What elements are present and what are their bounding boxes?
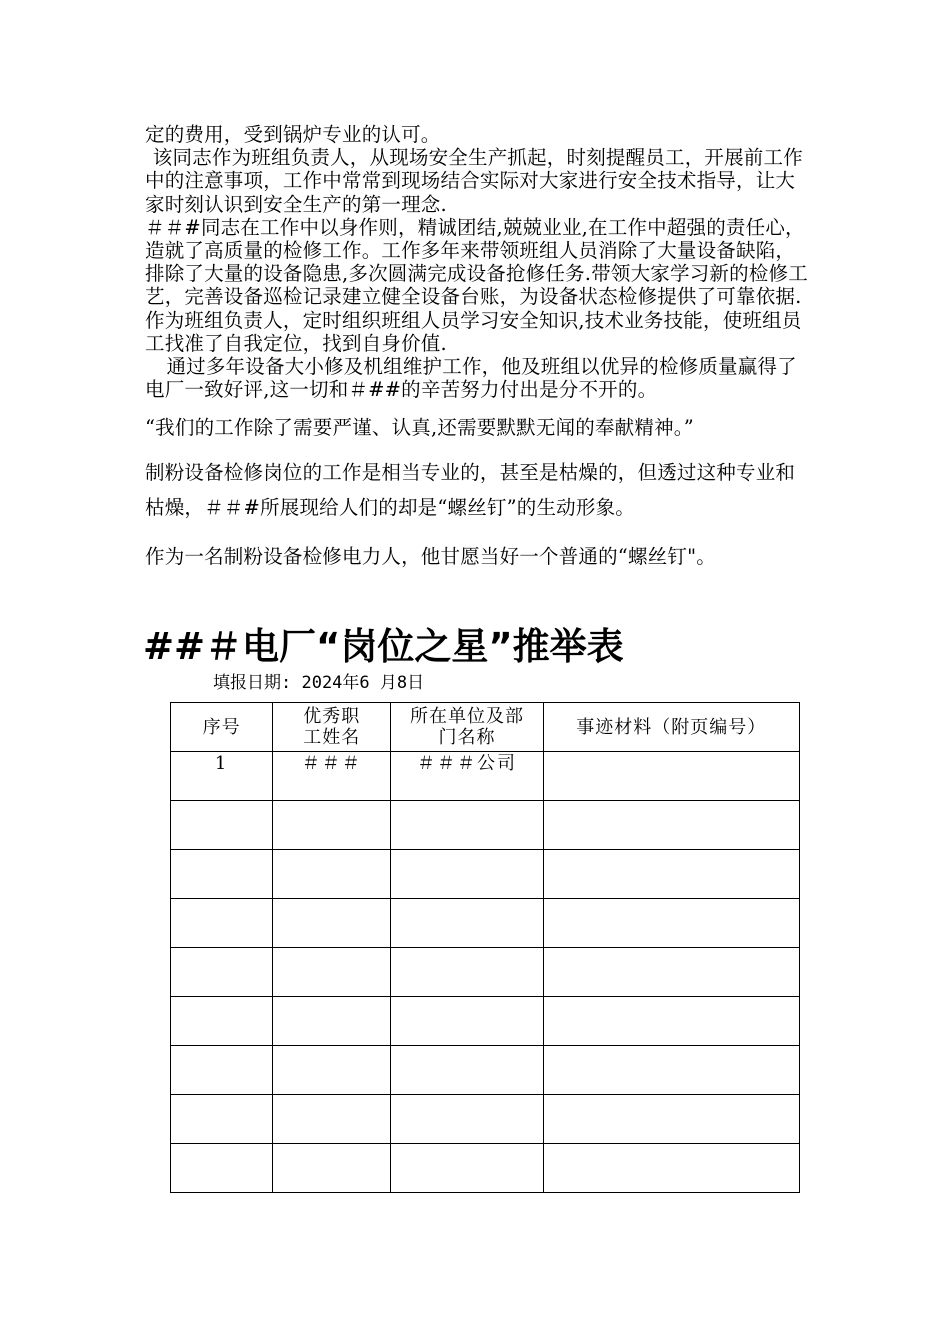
- paragraph: 定的费用，受到锅炉专业的认可。: [145, 123, 441, 146]
- table-row: [171, 1095, 800, 1144]
- cell-serial: [171, 1095, 273, 1144]
- cell-achievement-materials: [543, 899, 799, 948]
- cell-achievement-materials: [543, 850, 799, 899]
- cell-achievement-materials: [543, 1095, 799, 1144]
- cell-serial: [171, 948, 273, 997]
- cell-unit-department: [391, 1144, 543, 1193]
- cell-serial: [171, 997, 273, 1046]
- cell-achievement-materials: [543, 948, 799, 997]
- table-row: [171, 1144, 800, 1193]
- paragraph: ＃＃#同志在工作中以身作则，精诚团结,兢兢业业,在工作中超强的责任心，造就了高质量的检修工作。工作多年来带领班组人员消除了大量设备缺陷，排除了大量的设备隐患,多次圆满完成设备抢修任务.带领大家学习新的检修工艺，完善设备巡检记录建立健全设备台账，为设备状态检修提供了可靠依据.作为班组负责人，定时组织班组人员学习安全知识,技术业务技能，使班组员工找准了自我定位，找到自身价值.: [145, 215, 808, 355]
- paragraph: 该同志作为班组负责人，从现场安全生产抓起，时刻提醒员工，开展前工作中的注意事项，工作中常常到现场结合实际对大家进行安全技术指导，让大家时刻认识到安全生产的第一理念.: [145, 146, 803, 216]
- quote-paragraph: “我们的工作除了需要严谨、认真,还需要默默无闻的奉献精神。”: [145, 416, 694, 440]
- cell-serial: [171, 850, 273, 899]
- cell-employee-name: [273, 997, 391, 1046]
- table-row: [171, 850, 800, 899]
- table-body: [171, 752, 800, 1193]
- cell-achievement-materials: [543, 801, 799, 850]
- table-header-row: [171, 703, 800, 752]
- header-serial: 序号: [171, 703, 273, 752]
- cell-employee-name: [273, 1144, 391, 1193]
- nominee-table: [170, 702, 800, 1193]
- cell-serial: [171, 801, 273, 850]
- cell-achievement-materials: [543, 997, 799, 1046]
- cell-serial: [171, 1046, 273, 1095]
- cell-employee-name: [273, 801, 391, 850]
- table-row: [171, 801, 800, 850]
- header-unit-department: 所在单位及部门名称: [391, 703, 543, 752]
- cell-achievement-materials: [543, 1144, 799, 1193]
- cell-unit-department: [391, 997, 543, 1046]
- paragraph: 作为一名制粉设备检修电力人，他甘愿当好一个普通的“螺丝钉"。: [145, 545, 716, 569]
- table-row: [171, 948, 800, 997]
- cell-employee-name: [273, 850, 391, 899]
- paragraph: 通过多年设备大小修及机组维护工作，他及班组以优异的检修质量赢得了电厂一致好评,这一切和＃##的辛苦努力付出是分不开的。: [145, 355, 797, 402]
- header-achievement-materials: 事迹材料（附页编号）: [543, 703, 799, 752]
- cell-unit-department: [391, 850, 543, 899]
- cell-unit-department: ＃＃＃公司: [391, 752, 543, 801]
- form-title: ##＃电厂“岗位之星”推举表: [143, 625, 624, 668]
- header-employee-name: 优秀职工姓名: [273, 703, 391, 752]
- cell-serial: [171, 1144, 273, 1193]
- cell-employee-name: [273, 948, 391, 997]
- cell-unit-department: [391, 1046, 543, 1095]
- fill-date: 填报日期: 2024年6 月8日: [213, 673, 425, 693]
- cell-unit-department: [391, 801, 543, 850]
- cell-employee-name: [273, 899, 391, 948]
- cell-serial: [171, 899, 273, 948]
- body-text: [145, 123, 810, 569]
- cell-employee-name: [273, 1095, 391, 1144]
- cell-achievement-materials: [543, 752, 799, 801]
- cell-unit-department: [391, 899, 543, 948]
- table-row: [171, 899, 800, 948]
- cell-achievement-materials: [543, 1046, 799, 1095]
- cell-unit-department: [391, 1095, 543, 1144]
- table-row: [171, 1046, 800, 1095]
- cell-employee-name: [273, 1046, 391, 1095]
- cell-employee-name: ＃＃＃: [273, 752, 391, 801]
- cell-unit-department: [391, 948, 543, 997]
- paragraph: 制粉设备检修岗位的工作是相当专业的，甚至是枯燥的，但透过这种专业和枯燥，＃＃#所展现给人们的却是“螺丝钉”的生动形象。: [145, 461, 796, 520]
- table-row: [171, 997, 800, 1046]
- cell-serial: 1: [171, 752, 273, 801]
- table-row: [171, 752, 800, 801]
